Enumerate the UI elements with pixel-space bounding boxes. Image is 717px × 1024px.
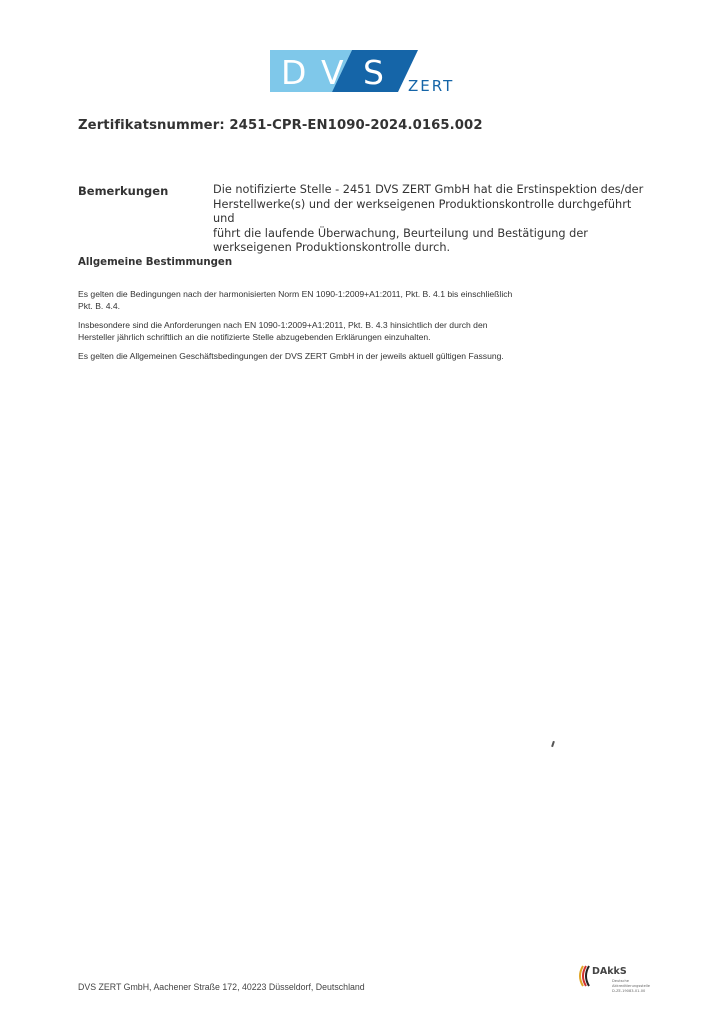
provision-paragraph (78, 351, 598, 363)
dakks-symbol-icon (577, 965, 591, 987)
logo-letter-d: D (281, 53, 307, 92)
dakks-name: DAkkS (592, 966, 627, 977)
dakks-accreditation-mark (577, 963, 667, 999)
dakks-line: D-ZE-19083-01-00 (612, 989, 646, 993)
logo-suffix: ZERT (408, 77, 455, 94)
scan-mark (551, 741, 555, 747)
provision-line: Es gelten die Bedingungen nach der harmonisierten Norm EN 1090-1:2009+A1:2011, Pkt. B. 4.1 bis einschließlich (78, 289, 513, 299)
dakks-line: Deutsche (612, 979, 630, 983)
remarks-line: führt die laufende Überwachung, Beurteilung und Bestätigung der (213, 226, 588, 240)
remarks-line: Herstellwerke(s) und der werkseigenen Produktionskontrolle durchgeführt und (213, 197, 632, 226)
provision-paragraph (78, 289, 598, 312)
provision-line: Insbesondere sind die Anforderungen nach EN 1090-1:2009+A1:2011, Pkt. B. 4.3 hinsichtlich der durch den (78, 320, 488, 330)
remarks-text (213, 183, 648, 256)
remarks-line: Die notifizierte Stelle - 2451 DVS ZERT GmbH hat die Erstinspektion des/der (213, 183, 644, 196)
dakks-line: Akkreditierungsstelle (612, 984, 651, 988)
general-provisions-heading: Allgemeine Bestimmungen (78, 257, 233, 268)
remarks-label: Bemerkungen (78, 184, 169, 198)
certificate-number: Zertifikatsnummer: 2451-CPR-EN1090-2024.0165.002 (78, 118, 483, 133)
dvs-zert-logo (270, 50, 465, 94)
provision-paragraph (78, 320, 598, 343)
dvs-zert-logo-graphic (270, 50, 465, 94)
logo-letter-v: V (321, 53, 344, 92)
remarks-line: werkseigenen Produktionskontrolle durch. (213, 241, 451, 255)
logo-letter-s: S (363, 53, 384, 92)
provision-line: Hersteller jährlich schriftlich an die notifizierte Stelle abzugebenden Erklärungen einzuhalten. (78, 331, 431, 342)
provision-line: Es gelten die Allgemeinen Geschäftsbedingungen der DVS ZERT GmbH in der jeweils aktuell gültigen Fassung. (78, 351, 504, 361)
provision-line: Pkt. B. 4.4. (78, 300, 121, 311)
footer-address: DVS ZERT GmbH, Aachener Straße 172, 40223 Düsseldorf, Deutschland (78, 982, 365, 992)
